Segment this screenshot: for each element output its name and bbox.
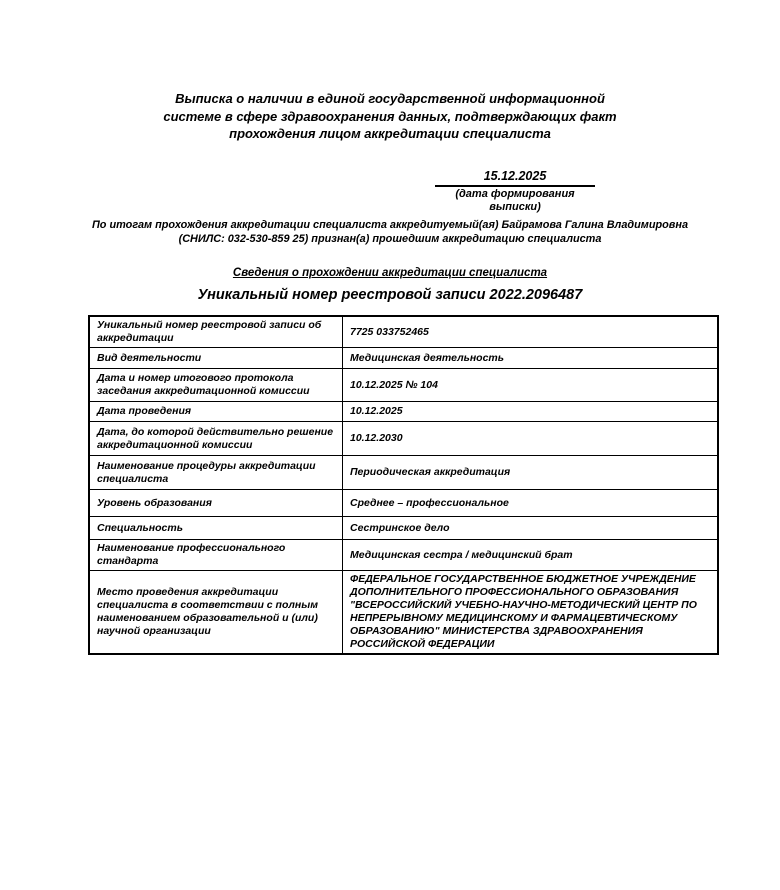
row-value: Периодическая аккредитация: [343, 456, 719, 490]
row-value: 10.12.2030: [343, 422, 719, 456]
section-heading: Сведения о прохождении аккредитации специалиста: [232, 267, 548, 279]
accreditation-result-paragraph: По итогам прохождения аккредитации специалиста аккредитуемый(ая) Байрамова Галина Владимировна (СНИЛС: 032-530-859 25) признан(а) прошедшим аккредитацию специалиста: [91, 219, 689, 245]
row-label: Специальность: [89, 517, 343, 540]
table-row: [89, 490, 718, 517]
table-row: [89, 369, 718, 402]
row-label: Наименование процедуры аккредитации специалиста: [89, 456, 343, 490]
row-value: 10.12.2025: [343, 402, 719, 422]
table-row: [89, 517, 718, 540]
table-row: [89, 540, 718, 571]
row-label: Вид деятельности: [89, 348, 343, 369]
row-value: 10.12.2025 № 104: [343, 369, 719, 402]
table-row: [89, 316, 718, 348]
row-value: ФЕДЕРАЛЬНОЕ ГОСУДАРСТВЕННОЕ БЮДЖЕТНОЕ УЧРЕЖДЕНИЕ ДОПОЛНИТЕЛЬНОГО ПРОФЕССИОНАЛЬНОГО ОБРАЗОВАНИЯ "ВСЕРОССИЙСКИЙ УЧЕБНО-НАУЧНО-МЕТОДИЧЕСКИЙ ЦЕНТР ПО НЕПРЕРЫВНОМУ МЕДИЦИНСКОМУ И ФАРМАЦЕВТИЧЕСКОМУ ОБРАЗОВАНИЮ" МИНИСТЕРСТВА ЗДРАВООХРАНЕНИЯ РОССИЙСКОЙ ФЕДЕРАЦИИ: [343, 571, 719, 655]
row-label: Уникальный номер реестровой записи об аккредитации: [89, 316, 343, 348]
table-row: [89, 571, 718, 655]
accreditation-details-table: [88, 315, 719, 655]
formation-date-value: 15.12.2025: [435, 169, 595, 187]
row-value: Медицинская сестра / медицинский брат: [343, 540, 719, 571]
row-label: Дата и номер итогового протокола заседания аккредитационной комиссии: [89, 369, 343, 402]
document-title: [0, 90, 780, 143]
row-label: Уровень образования: [89, 490, 343, 517]
row-value: Сестринское дело: [343, 517, 719, 540]
formation-date-caption: (дата формирования выписки): [455, 188, 575, 213]
row-label: Дата проведения: [89, 402, 343, 422]
registry-number-heading: Уникальный номер реестровой записи 2022.2096487: [197, 287, 583, 303]
formation-date-block: [435, 169, 595, 214]
row-label: Место проведения аккредитации специалиста в соответствии с полным наименованием образовательной и (или) научной организации: [89, 571, 343, 655]
row-value: 7725 033752465: [343, 316, 719, 348]
row-label: Дата, до которой действительно решение аккредитационной комиссии: [89, 422, 343, 456]
table-row: [89, 456, 718, 490]
table-row: [89, 348, 718, 369]
row-value: Медицинская деятельность: [343, 348, 719, 369]
table-row: [89, 422, 718, 456]
row-value: Среднее – профессиональное: [343, 490, 719, 517]
document-title-text: Выписка о наличии в единой государственной информационной системе в сфере здравоохранения данных, подтверждающих факт прохождения лицом аккредитации специалиста: [163, 91, 617, 141]
table-row: [89, 402, 718, 422]
row-label: Наименование профессионального стандарта: [89, 540, 343, 571]
